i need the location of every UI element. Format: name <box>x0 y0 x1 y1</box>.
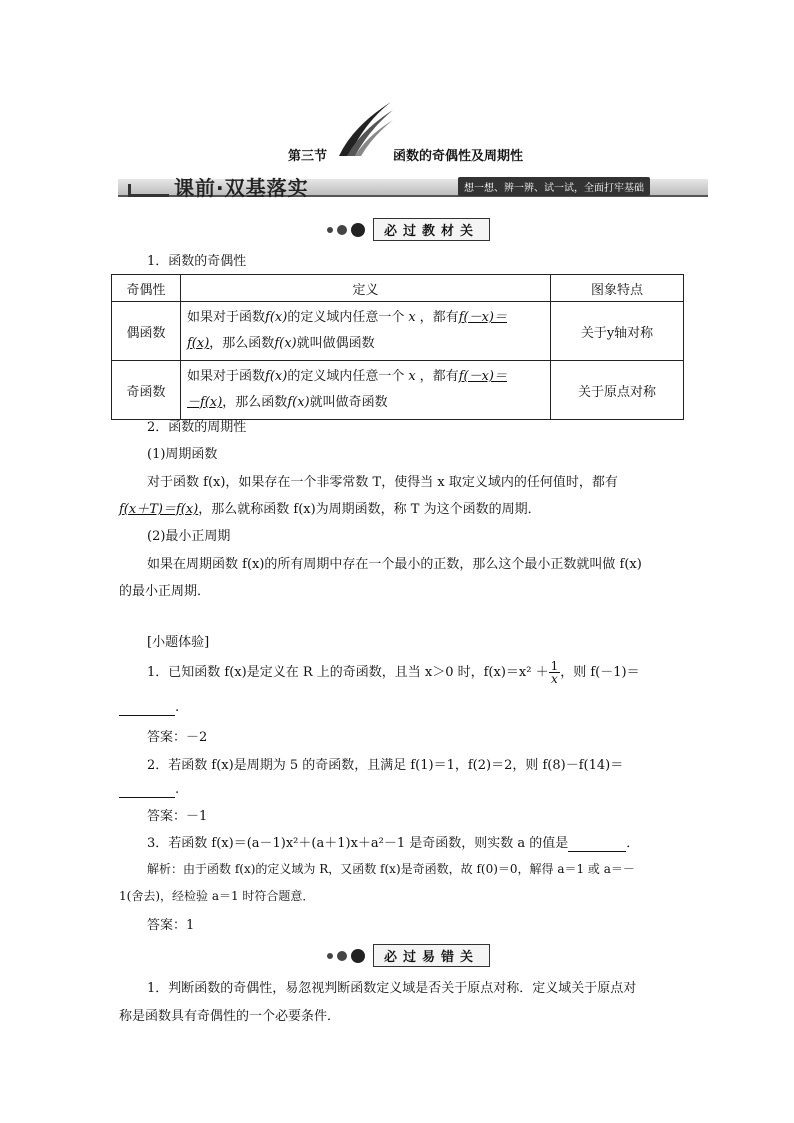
question-text: . <box>175 700 180 715</box>
def-text: f(－x)＝ <box>458 310 507 325</box>
def-text: 就叫做奇函数 <box>309 395 388 410</box>
pill-label: 必过教材关 <box>373 218 490 241</box>
section-pill-textbook <box>327 218 497 240</box>
answer-3: 答案：1 <box>147 918 195 933</box>
answer-blank-line <box>119 700 179 716</box>
table-cell-feature: 关于y轴对称 <box>551 302 684 361</box>
def-text: －f(x) <box>187 395 223 410</box>
fraction-denominator: x <box>551 672 558 686</box>
solution-line: 1(舍去)，经检验 a＝1 时符合题意． <box>119 889 315 903</box>
table-cell-definition <box>181 361 551 420</box>
table-row <box>112 361 684 420</box>
heading-parity: 1．函数的奇偶性 <box>147 254 247 269</box>
question-text: ． <box>626 836 640 851</box>
formula-text: f(x＋T)＝f(x) <box>119 502 199 517</box>
def-text: x <box>408 310 416 325</box>
section-pill-errors <box>327 944 497 966</box>
def-text: ，那么函数 <box>222 395 288 410</box>
fraction-numerator: 1 <box>550 659 559 673</box>
def-text: 的定义域内任意一个 <box>287 369 405 384</box>
def-text: f(x) <box>265 369 288 384</box>
def-text: ，都有 <box>419 369 459 384</box>
def-text: 如果对于函数 <box>187 369 266 384</box>
question-text: 3．若函数 f(x)＝(a－1)x²＋(a＋1)x＋a²－1 是奇函数，则实数 a 的值是 <box>147 836 569 851</box>
def-text: f(－x)＝ <box>458 369 507 384</box>
def-text: 的定义域内任意一个 <box>287 310 405 325</box>
heading-periodicity: 2．函数的周期性 <box>147 420 247 435</box>
fraction <box>549 660 561 685</box>
paragraph-line: 对于函数 f(x)，如果存在一个非零常数 T，使得当 x 取定义域内的任何值时，都有 <box>147 475 618 490</box>
paragraph-line: 1．判断函数的奇偶性，易忽视判断函数定义域是否关于原点对称．定义域关于原点对 <box>147 981 637 996</box>
table-header-row <box>112 275 684 302</box>
pill-label: 必过易错关 <box>373 944 490 967</box>
question-text: ，则 f(－1)＝ <box>560 665 640 680</box>
dots-icon <box>327 222 365 237</box>
table-header-cell: 奇偶性 <box>112 275 181 302</box>
banner-hook-icon <box>128 184 169 197</box>
def-text: ，都有 <box>419 310 459 325</box>
answer-2: 答案：－1 <box>147 809 208 824</box>
def-text: 如果对于函数 <box>187 310 266 325</box>
question-2: 2．若函数 f(x)是周期为 5 的奇函数，且满足 f(1)＝1，f(2)＝2，则 f(8)－f(14)＝ <box>147 758 624 773</box>
def-text: f(x) <box>265 310 288 325</box>
section-number: 第三节 <box>288 149 328 164</box>
table-row <box>112 302 684 361</box>
answer-blank <box>568 836 626 852</box>
answer-1: 答案：－2 <box>147 730 208 745</box>
solution-line: 解析：由于函数 f(x)的定义域为 R，又函数 f(x)是奇函数，故 f(0)＝0，解得 a＝1 或 a＝－ <box>147 862 635 876</box>
swoosh-logo-icon <box>335 96 395 160</box>
banner-subtitle: 想一想、辨一辨、试一试，全面打牢基础 <box>458 177 650 196</box>
question-text: . <box>175 782 180 797</box>
def-text: f(x) <box>274 336 297 351</box>
table-cell-name: 奇函数 <box>112 361 181 420</box>
paragraph-text: ，那么就称函数 f(x)为周期函数，称 T 为这个函数的周期． <box>198 502 541 517</box>
subheading-min-period: (2)最小正周期 <box>147 529 231 544</box>
subheading-periodic: (1)周期函数 <box>147 447 218 462</box>
def-text: ，那么函数 <box>209 336 275 351</box>
question-3 <box>147 832 639 852</box>
section-title: 函数的奇偶性及周期性 <box>393 149 524 164</box>
def-text: x <box>408 369 416 384</box>
table-header-cell: 定义 <box>181 275 551 302</box>
paragraph-line: 称是函数具有奇偶性的一个必要条件． <box>119 1009 341 1024</box>
def-text: f(x) <box>287 395 310 410</box>
dots-icon <box>327 948 365 963</box>
def-text: f(x) <box>187 336 210 351</box>
question-1 <box>147 660 640 685</box>
answer-blank <box>119 782 175 798</box>
paragraph-line: 的最小正周期． <box>119 584 211 599</box>
banner <box>118 172 708 200</box>
answer-blank-line <box>119 782 179 798</box>
parity-table <box>111 274 684 420</box>
banner-title: 课前·双基落实 <box>174 176 309 200</box>
answer-blank <box>119 700 175 716</box>
def-text: 就叫做偶函数 <box>296 336 375 351</box>
table-cell-name: 偶函数 <box>112 302 181 361</box>
table-cell-feature: 关于原点对称 <box>551 361 684 420</box>
question-text: 1．已知函数 f(x)是定义在 R 上的奇函数，且当 x＞0 时，f(x)＝x² ＋ <box>147 665 549 680</box>
table-cell-definition <box>181 302 551 361</box>
paragraph-line: 如果在周期函数 f(x)的所有周期中存在一个最小的正数，那么这个最小正数就叫做 f(x) <box>147 557 642 572</box>
quiz-title: [小题体验] <box>147 635 210 650</box>
table-header-cell: 图象特点 <box>551 275 684 302</box>
paragraph-line <box>119 498 541 517</box>
